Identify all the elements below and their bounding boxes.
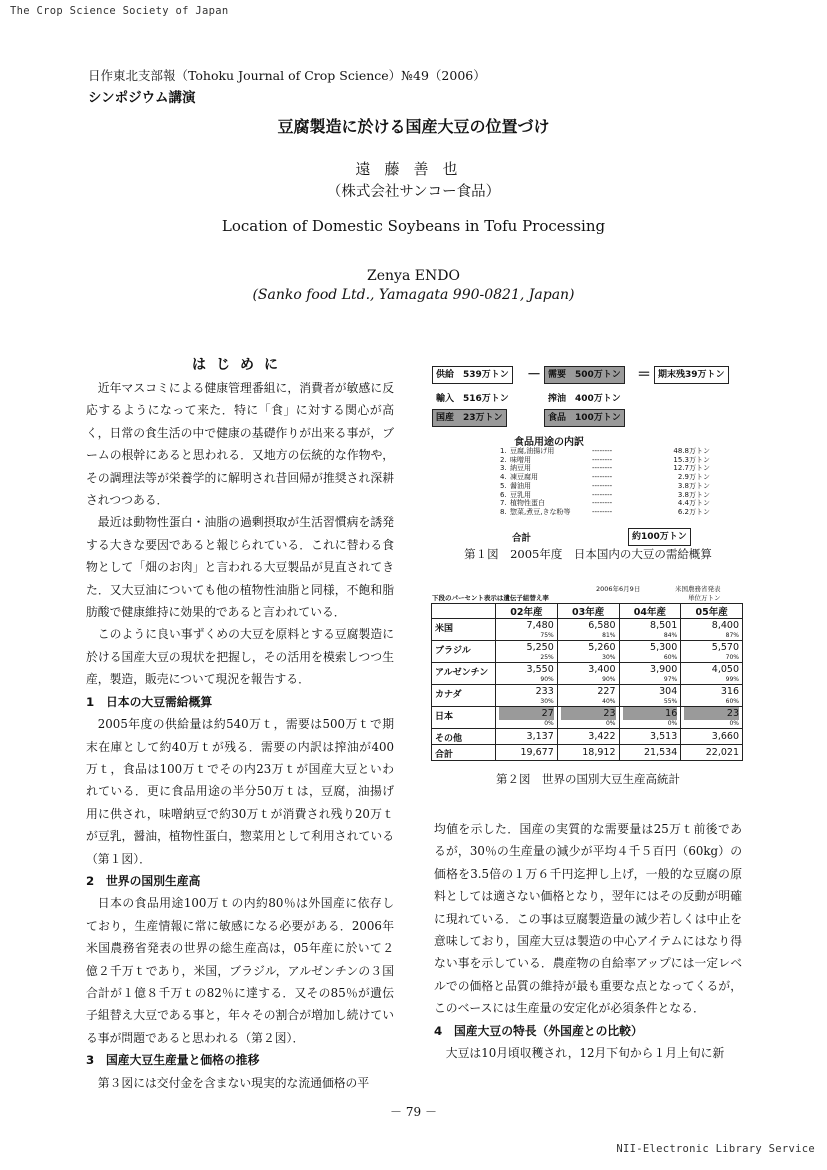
fig1-total-box: 約100万トン bbox=[628, 528, 691, 546]
fig1-stock-box: 期末残39万トン bbox=[654, 366, 729, 384]
fig1-usage-leader: -------- bbox=[592, 473, 613, 482]
fig2-production-value: 8,400 bbox=[711, 620, 739, 631]
fig1-list-title: 食品用途の内訳 bbox=[514, 437, 584, 448]
fig2-production-value: 23 bbox=[561, 707, 616, 720]
fig2-gm-percent: 70% bbox=[725, 654, 739, 661]
journal-line: 日作東北支部報（Tohoku Journal of Crop Science）№49（2006） bbox=[88, 68, 486, 83]
section-1-paragraph: 2005年度の供給量は約540万ｔ，需要は500万ｔで期末在庫として約40万ｔが残る．需要の内訳は搾油が400万ｔ，食品は100万ｔでその内23万ｔが国産大豆といわれている．更に食品用途の半分50万ｔは，豆腐，油揚げ用に供され，味噌納豆で約30万ｔが消費され残り20万ｔが豆乳，醤油，植物性蛋白，惣菜用として利用されている（第１図）． bbox=[86, 717, 394, 866]
fig2-production-value: 8,501 bbox=[650, 620, 678, 631]
fig2-cell bbox=[619, 729, 681, 745]
fig1-usage-leader: -------- bbox=[592, 464, 613, 473]
fig2-unit: 単位万トン bbox=[688, 594, 721, 602]
fig1-usage-leader: -------- bbox=[592, 481, 613, 490]
fig2-production-value: 4,050 bbox=[711, 664, 739, 675]
fig2-source: 米国農務省発表 bbox=[675, 585, 721, 593]
fig2-gm-percent: 0% bbox=[729, 720, 739, 727]
fig2-cell bbox=[557, 619, 619, 641]
fig1-usage-name: 醤油用 bbox=[510, 481, 531, 490]
fig2-production-value: 19,677 bbox=[520, 747, 554, 758]
fig2-production-value: 5,260 bbox=[588, 642, 616, 653]
intro-paragraph-2: 最近は動物性蛋白・油脂の過剰摂取が生活習慣病を誘発する大きな要因であると報じられている．これに替わる食物として「畑のお肉」と言われる大豆製品が見直されてきた．又大豆油についても他の植物性油脂と同様，不飽和脂肪酸で健康維持に効果的であると言われている． bbox=[86, 515, 394, 620]
fig2-column-header: 03年産 bbox=[557, 604, 619, 619]
section-2-paragraph: 日本の食品用途100万ｔの内約80％は外国産に依存しており，生産情報に常に敏感になる必要がある．2006年米国農務省発表の世界の総生産高は，05年産に於いて２億２千万ｔであり，米国，ブラジル，アルゼンチンの３国合計が１億８千万ｔの82％に達する．又その85％が遺伝子組替え大豆である事と，年々その割合が増加し続けている事が問題であると思われる（第２図）． bbox=[86, 896, 394, 1045]
fig2-table-row bbox=[432, 685, 743, 707]
fig2-cell bbox=[619, 663, 681, 685]
fig1-usage-item bbox=[500, 508, 730, 517]
fig2-production-value: 5,250 bbox=[526, 642, 554, 653]
fig2-table-row bbox=[432, 641, 743, 663]
fig1-usage-value: 3.8万トン bbox=[677, 481, 710, 490]
fig1-usage-number: 4. bbox=[500, 473, 507, 482]
fig1-usage-number: 1. bbox=[500, 447, 507, 455]
article-category: シンポジウム講演 bbox=[88, 90, 196, 106]
fig2-cell bbox=[681, 663, 743, 685]
figure-1 bbox=[432, 360, 744, 560]
fig1-usage-number: 3. bbox=[500, 464, 507, 473]
section-4-heading: 4 国産大豆の特長（外国産との比較） bbox=[434, 1023, 643, 1038]
fig2-gm-percent: 25% bbox=[540, 654, 554, 661]
intro-paragraph-1: 近年マスコミによる健康管理番組に，消費者が敏感に反応するようになって来た．特に「食」に対する関心が高く，日常の食生活の中で健康の基礎作りが出来る事が，ブームの根幹にあると思われる．又地方の伝統的な作物や，その調理法等が栄養学的に解明され昔回帰が推奨され深耕されつつある． bbox=[86, 381, 394, 508]
fig1-caption: 第１図 2005年度 日本国内の大豆の需給概算 bbox=[464, 547, 712, 561]
fig2-cell bbox=[619, 745, 681, 761]
fig2-production-value: 7,480 bbox=[526, 620, 554, 631]
fig2-cell bbox=[681, 745, 743, 761]
fig2-production-value: 3,900 bbox=[650, 664, 678, 675]
fig2-table-row bbox=[432, 745, 743, 761]
fig1-usage-name: 惣菜,煮豆,きな粉等 bbox=[510, 507, 571, 516]
fig2-country: 米国 bbox=[432, 619, 496, 641]
fig1-usage-leader: -------- bbox=[592, 447, 613, 455]
fig2-cell bbox=[619, 707, 681, 729]
fig2-cell bbox=[496, 707, 558, 729]
fig1-usage-item bbox=[500, 464, 730, 473]
fig2-production-value: 6,580 bbox=[588, 620, 616, 631]
fig2-cell bbox=[557, 641, 619, 663]
fig2-production-value: 16 bbox=[623, 707, 678, 720]
fig1-usage-item bbox=[500, 473, 730, 482]
fig1-equals: ＝ bbox=[637, 367, 651, 383]
fig2-production-value: 5,570 bbox=[711, 642, 739, 653]
fig2-gm-percent: 0% bbox=[544, 720, 554, 727]
fig2-cell bbox=[496, 729, 558, 745]
section-3-paragraph: 第３図には交付金を含まない現実的な流通価格の平 bbox=[97, 1075, 370, 1090]
fig1-usage-number: 7. bbox=[500, 499, 507, 508]
fig2-cell bbox=[496, 663, 558, 685]
fig2-cell bbox=[619, 641, 681, 663]
fig1-usage-leader: -------- bbox=[592, 455, 613, 464]
fig1-usage-item bbox=[500, 447, 730, 456]
fig2-gm-percent: 30% bbox=[602, 654, 616, 661]
fig2-country: 合計 bbox=[432, 745, 496, 761]
fig2-cell bbox=[496, 685, 558, 707]
fig1-usage-leader: -------- bbox=[592, 499, 613, 508]
fig2-production-table bbox=[431, 603, 743, 761]
watermark-bottom: NII-Electronic Library Service bbox=[616, 1143, 815, 1155]
title-japanese: 豆腐製造に於ける国産大豆の位置づけ bbox=[277, 117, 550, 136]
fig2-header-row bbox=[432, 604, 743, 619]
fig2-gm-percent: 40% bbox=[602, 698, 616, 705]
fig2-cell bbox=[681, 619, 743, 641]
fig2-cell bbox=[681, 641, 743, 663]
fig2-caption: 第２図 世界の国別大豆生産高統計 bbox=[496, 772, 680, 786]
fig2-column-header: 04年産 bbox=[619, 604, 681, 619]
fig1-usage-name: 凍豆腐用 bbox=[510, 473, 538, 482]
fig1-total-label: 合計 bbox=[512, 533, 532, 544]
fig2-cell bbox=[557, 707, 619, 729]
title-english: Location of Domestic Soybeans in Tofu Processing bbox=[221, 217, 606, 235]
fig1-usage-name: 納豆用 bbox=[510, 464, 531, 473]
fig1-usage-number: 5. bbox=[500, 481, 507, 490]
fig2-gm-percent: 75% bbox=[540, 632, 554, 639]
fig2-gm-percent: 90% bbox=[540, 676, 554, 683]
fig2-cell bbox=[496, 745, 558, 761]
fig2-production-value: 3,137 bbox=[526, 731, 554, 742]
fig2-cell bbox=[496, 619, 558, 641]
fig2-cell bbox=[557, 729, 619, 745]
affiliation-english: (Sanko food Ltd., Yamagata 990-0821, Japan) bbox=[252, 287, 575, 303]
fig1-food-box: 食品 100万トン bbox=[544, 409, 625, 427]
author-japanese: 遠藤善也 bbox=[355, 160, 472, 178]
fig2-column-header bbox=[432, 604, 496, 619]
fig2-production-value: 3,400 bbox=[588, 664, 616, 675]
affiliation-japanese: （株式会社サンコー食品） bbox=[326, 184, 501, 200]
fig2-cell bbox=[681, 685, 743, 707]
fig1-usage-value: 3.8万トン bbox=[677, 490, 710, 499]
fig2-table-row bbox=[432, 729, 743, 745]
section-2-heading: 2 世界の国別生産高 bbox=[86, 873, 201, 888]
fig2-gm-percent: 60% bbox=[663, 654, 678, 661]
fig1-oil: 搾油 400万トン bbox=[548, 394, 621, 404]
fig2-table-row bbox=[432, 707, 743, 729]
fig2-production-value: 27 bbox=[499, 707, 554, 720]
page-number: － 79 － bbox=[390, 1105, 437, 1119]
fig1-usage-leader: -------- bbox=[592, 507, 613, 516]
fig2-gm-percent: 97% bbox=[663, 676, 678, 683]
section-4-paragraph: 大豆は10月頃収穫され，12月下旬から１月上旬に新 bbox=[445, 1046, 725, 1061]
fig1-usage-item bbox=[500, 499, 730, 508]
fig2-country: アルゼンチン bbox=[432, 663, 496, 685]
section-1-heading: 1 日本の大豆需給概算 bbox=[86, 694, 213, 709]
fig2-cell bbox=[681, 729, 743, 745]
fig1-minus: － bbox=[527, 367, 541, 383]
fig2-production-value: 21,534 bbox=[644, 747, 678, 758]
fig1-usage-number: 2. bbox=[500, 455, 507, 464]
fig1-domestic-box: 国産 23万トン bbox=[432, 409, 507, 427]
fig1-usage-name: 味噌用 bbox=[510, 455, 531, 464]
left-column bbox=[86, 355, 394, 1094]
section-3-heading: 3 国産大豆生産量と価格の推移 bbox=[86, 1053, 260, 1068]
fig1-usage-name: 豆乳用 bbox=[510, 490, 531, 499]
section-3-continuation: 均値を示した．国産の実質的な需要量は25万ｔ前後であるが，30％の生産量の減少が平均４千５百円（60kg）の価格を3.5倍の１万６千円迄押し上げ，一般的な豆腐の原料としては適さない価格となり，翌年にはその反動が明確に現れている．この事は豆腐製造量の減少若しくは中止を意味しており，国産大豆は製造の中心アイテムにはなり得ない事を示している．農産物の自給率アップには一定レベルでの価格と品質の維持が最も重要な点となってくるが，このベースには生産量の安定化が必須条件となる． bbox=[434, 822, 742, 1016]
fig1-usage-value: 2.9万トン bbox=[677, 473, 710, 482]
fig2-gm-percent: 0% bbox=[605, 720, 616, 727]
fig2-production-value: 3,660 bbox=[711, 731, 739, 742]
fig2-cell bbox=[619, 685, 681, 707]
author-english: Zenya ENDO bbox=[367, 268, 460, 284]
fig2-gm-percent: 60% bbox=[725, 698, 739, 705]
watermark-top: The Crop Science Society of Japan bbox=[10, 5, 229, 17]
right-column bbox=[434, 818, 742, 1064]
fig2-production-value: 3,513 bbox=[650, 731, 678, 742]
fig1-usage-name: 植物性蛋白 bbox=[510, 499, 545, 508]
fig2-gm-percent: 99% bbox=[725, 676, 739, 683]
fig2-cell bbox=[557, 745, 619, 761]
fig1-demand-box: 需要 500万トン bbox=[544, 366, 625, 384]
fig2-gm-percent: 55% bbox=[663, 698, 678, 705]
intro-heading: はじめに bbox=[192, 357, 288, 373]
fig1-supply-box: 供給 539万トン bbox=[432, 366, 513, 384]
fig2-production-value: 18,912 bbox=[582, 747, 616, 758]
fig1-usage-value: 12.7万トン bbox=[673, 464, 710, 473]
fig1-usage-leader: -------- bbox=[592, 490, 613, 499]
fig2-production-value: 304 bbox=[659, 686, 678, 697]
fig2-cell bbox=[619, 619, 681, 641]
fig1-usage-item bbox=[500, 456, 730, 465]
fig2-production-value: 22,021 bbox=[705, 747, 739, 758]
fig2-country: ブラジル bbox=[432, 641, 496, 663]
fig1-usage-item bbox=[500, 491, 730, 500]
fig1-usage-value: 4.4万トン bbox=[677, 499, 710, 508]
fig2-production-value: 23 bbox=[684, 707, 739, 720]
fig2-production-value: 3,550 bbox=[526, 664, 554, 675]
fig2-gm-percent: 30% bbox=[540, 698, 554, 705]
fig2-cell bbox=[496, 641, 558, 663]
fig2-gm-percent: 0% bbox=[667, 720, 678, 727]
fig2-gm-percent: 87% bbox=[725, 632, 739, 639]
fig2-gm-percent: 90% bbox=[602, 676, 616, 683]
fig1-usage-name: 豆腐,油揚げ用 bbox=[510, 447, 555, 455]
fig2-production-value: 316 bbox=[720, 686, 739, 697]
fig2-country: 日本 bbox=[432, 707, 496, 729]
fig2-table-row bbox=[432, 663, 743, 685]
fig2-cell bbox=[557, 685, 619, 707]
fig2-cell bbox=[557, 663, 619, 685]
fig1-import: 輸入 516万トン bbox=[436, 394, 509, 404]
fig2-column-header: 05年産 bbox=[681, 604, 743, 619]
fig2-country: カナダ bbox=[432, 685, 496, 707]
fig1-usage-value: 48.8万トン bbox=[673, 447, 710, 455]
fig2-production-value: 227 bbox=[597, 686, 616, 697]
fig2-gm-percent: 81% bbox=[602, 632, 616, 639]
fig2-production-value: 3,422 bbox=[588, 731, 616, 742]
fig2-table-row bbox=[432, 619, 743, 641]
fig2-gm-percent: 84% bbox=[663, 632, 678, 639]
fig1-usage-number: 6. bbox=[500, 490, 507, 499]
fig1-usage-item bbox=[500, 482, 730, 491]
fig2-country: その他 bbox=[432, 729, 496, 745]
fig1-usage-number: 8. bbox=[500, 507, 507, 516]
fig1-usage-value: 6.2万トン bbox=[677, 507, 710, 516]
fig2-cell bbox=[681, 707, 743, 729]
fig2-column-header: 02年産 bbox=[496, 604, 558, 619]
fig2-production-value: 233 bbox=[535, 686, 554, 697]
fig1-usage-value: 15.3万トン bbox=[673, 455, 710, 464]
fig2-date: 2006年6月9日 bbox=[596, 585, 641, 593]
intro-paragraph-3: このように良い事ずくめの大豆を原料とする豆腐製造に於ける国産大豆の現状を把握し，その活用を模索しつつ生産，製造，販売について現況を報告する． bbox=[86, 627, 394, 687]
fig2-note: 下段のパーセント表示は遺伝子組替え率 bbox=[432, 594, 549, 602]
fig2-production-value: 5,300 bbox=[650, 642, 678, 653]
